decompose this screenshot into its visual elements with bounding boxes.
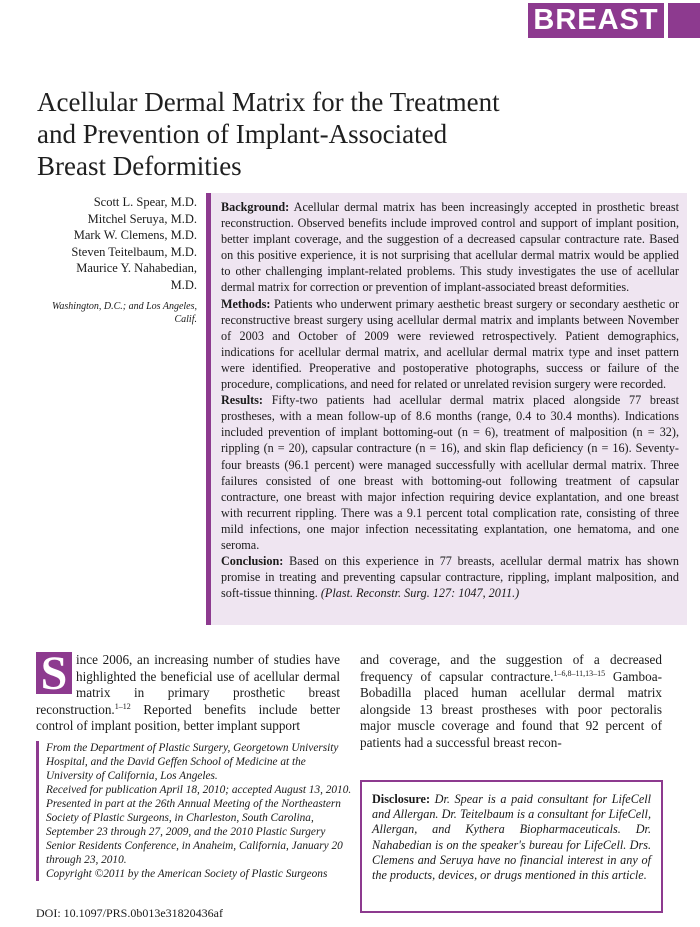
body-column-right [360,652,662,751]
abstract-background [221,199,679,296]
title-line: and Prevention of Implant-Associated [37,119,448,149]
disclosure-box [360,780,663,913]
drop-cap: S [36,652,72,694]
body-text: Reported benefits include better control of implant position, better implant support [36,701,340,733]
results-label: Results: [221,393,263,408]
article-footnote [36,741,352,881]
methods-text: Patients who underwent primary aesthetic breast surgery or secondary aesthetic or reconstructive breast surgery using acellular dermal matrix and implants between November of 2003 and October of 2009 were reviewed retrospectively. Patient demographics, indications for acellular dermal matrix, and acellular dermal matrix type and inset pattern were identified. Preoperative and postoperative photographs, success or failure of the procedure, complications, and need for related or unrelated revision surgery were recorded. [221,296,680,392]
reference-marker[interactable]: 1–12 [114,701,131,711]
abstract-box [206,193,687,625]
author-name: Scott L. Spear, M.D. [93,195,197,209]
abstract-conclusion [221,553,679,601]
author-list [40,194,197,326]
author-affiliation [40,300,197,326]
body-paragraph [360,652,662,751]
reference-marker[interactable]: 1–6,8–11,13–15 [553,668,606,678]
affiliation-line: Calif. [174,314,197,325]
disclosure-text: Dr. Spear is a paid consultant for LifeCell and Allergan. Dr. Teitelbaum is a consultant for LifeCell, Allergan, and Kythera Biopharmaceuticals. Dr. Nahabedian is on the speaker's bureau for LifeCell. Drs. Clemens and Seruya have no financial interest in any of the products, devices, or drugs mentioned in this article. [372,792,652,883]
citation: (Plast. Reconstr. Surg. 127: 1047, 2011.) [320,586,520,601]
abstract [221,199,679,601]
disclosure-label: Disclosure: [372,792,430,806]
author-name: Maurice Y. Nahabedian, [76,261,197,275]
methods-label: Methods: [221,296,271,311]
doi-link[interactable]: DOI: 10.1097/PRS.0b013e31820436af [36,906,223,920]
footnote-line: Received for publication April 18, 2010; accepted August 13, 2010. [46,784,352,796]
conclusion-label: Conclusion: [221,554,284,569]
body-text: ince 2006, an increasing number of studies have highlighted the beneficial use of acellular dermal matrix in primary prosthetic breast reconstruction. [36,652,340,717]
author-name: Mark W. Clemens, M.D. [73,228,197,242]
background-label: Background: [221,200,290,214]
affiliation-line: Washington, D.C.; and Los Angeles, [51,301,197,312]
body-text: Gamboa-Bobadilla placed human acellular dermal matrix alongside 13 breast prostheses with poor pectoralis major muscle coverage and found that 92 percent of patients had a successful breast recon- [360,668,662,750]
conclusion-text: Based on this experience in 77 breasts, acellular dermal matrix has shown promise in treating and preventing capsular contracture, rippling, implant malposition, and soft-tissue thinning. [221,554,679,601]
author-name: Steven Teitelbaum, M.D. [71,244,197,259]
footnote-line: Copyright ©2011 by the American Society of Plastic Surgeons [46,868,328,880]
results-text: Fifty-two patients had acellular dermal matrix placed alongside 77 breast prostheses, with a mean follow-up of 8.6 months (range, 0.4 to 30.4 months). Indications included prevention of implant bottoming-out (n = 6), treatment of malposition (n = 32), rippling (n = 20), capsular contracture (n = 16), and skin flap deficiency (n = 16). Seventy-four breasts (96.1 percent) were managed successfully with acellular dermal matrix. Three failures consisted of one breast with bottoming-out following treatment of capsular contracture, one breast with major infection requiring device explantation, and one breast with recurrent rippling. There was a 9.1 percent total complication rate, consisting of three mild infections, one major infection necessitating explantation, one hematoma, and one seroma. [221,393,680,552]
article-title [37,86,637,182]
body-text: and coverage, and the suggestion of a decreased frequency of capsular contracture. [360,652,662,684]
background-text: Acellular dermal matrix has been increasingly accepted in prosthetic breast reconstruction. Observed benefits include improved control and support of implant position, better implant coverage, and the suggestion of a decreased capsular contracture rate. Based on this positive experience, it is not surprising that acellular dermal matrix would be applied to other challenging implant-related problems. This study investigates the use of acellular dermal matrix for correction or prevention of implant-associated breast deformities. [221,200,679,295]
abstract-methods [221,296,679,393]
abstract-results [221,392,679,553]
body-paragraph [36,647,340,735]
footnote-line: Presented in part at the 26th Annual Meeting of the Northeastern Society of Plastic Surgeons, in Charleston, South Carolina, September 23 through 27, 2009, and the 2010 Plastic Surgery Senior Residents Conference, in Anaheim, California, January 20 through 23, 2010. [46,798,343,866]
section-tab: BREAST [528,3,664,38]
author-name: Mitchel Seruya, M.D. [87,211,197,226]
footnote-line: From the Department of Plastic Surgery, Georgetown University Hospital, and the David Geffen School of Medicine at the University of California, Los Angeles. [46,742,339,782]
title-line: Breast Deformities [37,151,242,181]
section-tab-bar [668,3,700,38]
author-name: M.D. [170,277,197,292]
body-column-left [36,647,340,735]
title-line: Acellular Dermal Matrix for the Treatment [37,87,500,117]
